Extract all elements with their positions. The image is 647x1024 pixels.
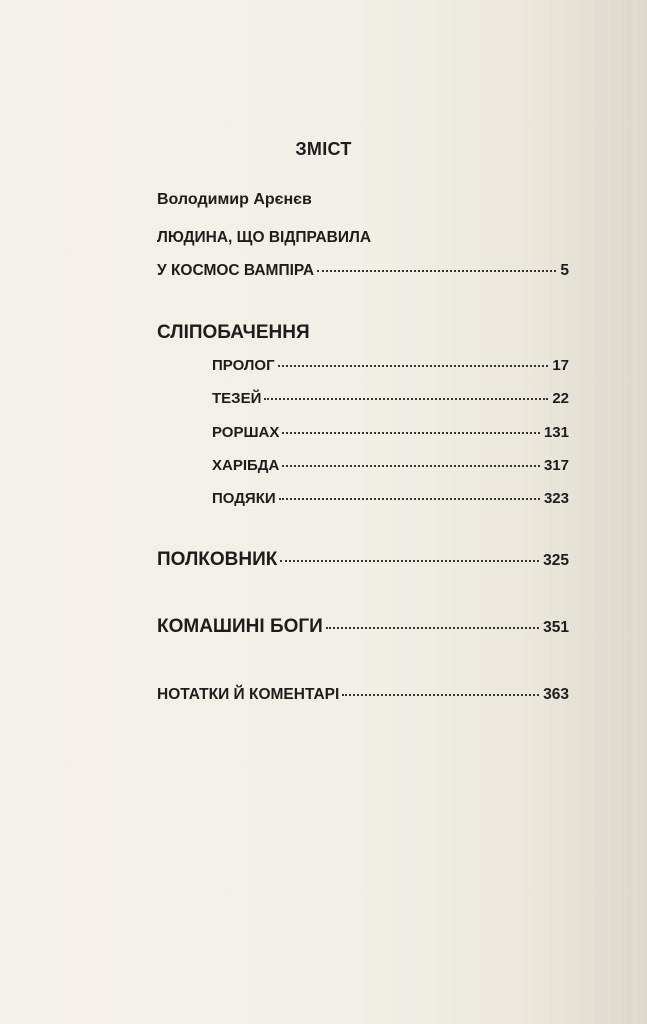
toc-entry-title: ПОДЯКИ (212, 490, 276, 507)
toc-entry-title: ПРОЛОГ (212, 357, 275, 374)
dot-leader (278, 365, 549, 367)
toc-entry-title: У КОСМОС ВАМПІРА (157, 262, 315, 279)
toc-entry-page: 131 (543, 424, 569, 441)
dot-leader (282, 432, 540, 434)
toc-entry-page: 323 (543, 490, 569, 507)
dot-leader (342, 694, 539, 696)
toc-entry-page: 22 (552, 390, 569, 407)
toc-entry-section[interactable] (157, 616, 569, 638)
dot-leader (264, 398, 548, 400)
toc-entry-title: РОРШАХ (212, 424, 280, 441)
dot-leader (317, 270, 556, 272)
toc-entry-title: КОМАШИНІ БОГИ (157, 616, 323, 637)
toc-entry-title: НОТАТКИ Й КОМЕНТАРІ (157, 686, 340, 703)
toc-entry-section[interactable] (157, 549, 569, 571)
part-title: СЛІПОБАЧЕННЯ (157, 322, 310, 343)
toc-entry-title: ТЕЗЕЙ (212, 390, 262, 407)
page-title: ЗМІСТ (295, 139, 352, 159)
author-name: Володимир Арєнєв (157, 191, 312, 208)
toc-entry-title: ПОЛКОВНИК (157, 549, 278, 570)
toc-entry-chapter[interactable] (212, 490, 569, 507)
toc-entry-story[interactable] (157, 262, 569, 280)
toc-entry-page: 363 (543, 686, 569, 703)
toc-entry-chapter[interactable] (212, 357, 569, 374)
toc-entry-chapter[interactable] (212, 390, 569, 407)
story-title-line1: ЛЮДИНА, ЩО ВІДПРАВИЛА (157, 229, 372, 246)
toc-entry-page: 351 (543, 619, 569, 636)
dot-leader (280, 560, 539, 562)
toc-entry-page: 317 (543, 457, 569, 474)
dot-leader (326, 627, 539, 629)
toc-entry-chapter[interactable] (212, 424, 569, 441)
toc-entry-notes[interactable] (157, 686, 569, 704)
toc-entry-chapter[interactable] (212, 457, 569, 474)
dot-leader (282, 465, 540, 467)
dot-leader (279, 498, 540, 500)
toc-entry-page: 17 (552, 357, 569, 374)
toc-entry-page: 325 (543, 552, 569, 569)
toc-entry-page: 5 (560, 262, 569, 279)
toc-entry-title: ХАРІБДА (212, 457, 280, 474)
